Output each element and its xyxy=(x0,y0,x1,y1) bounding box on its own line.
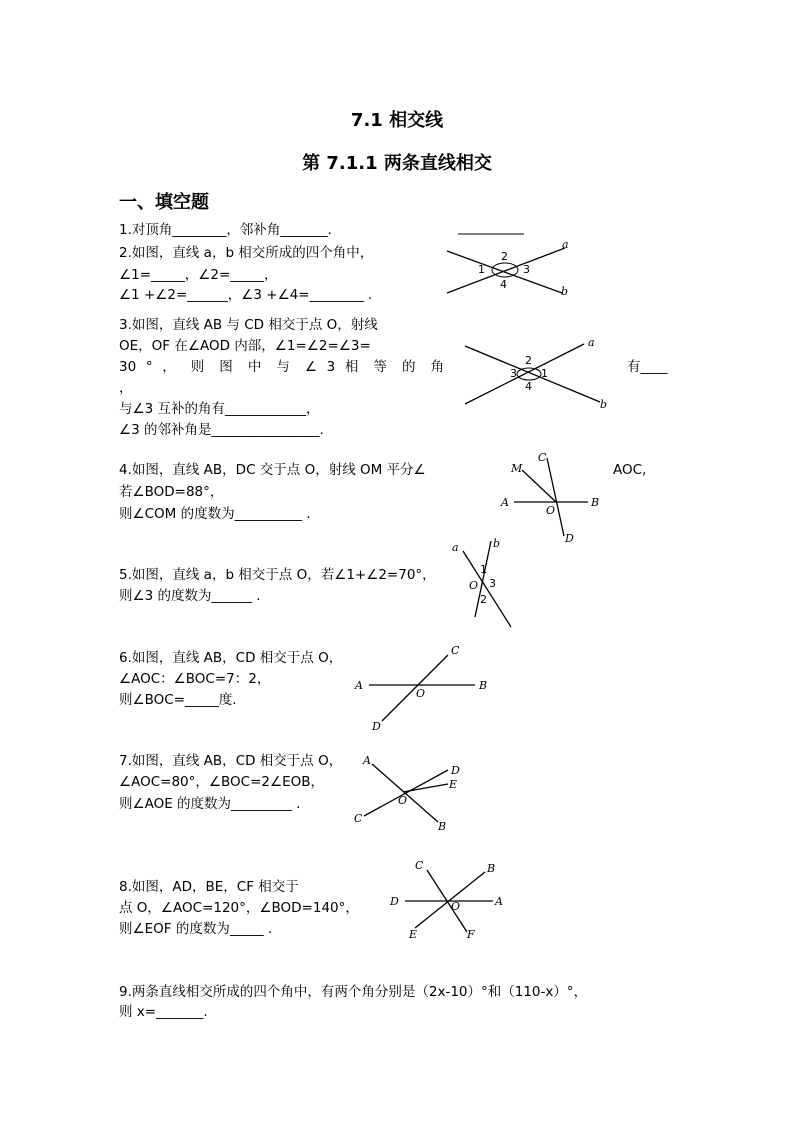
label-C: C xyxy=(538,451,547,464)
question-7-line-3: 则∠AOE 的度数为_________ . xyxy=(119,796,301,812)
question-2-line-1: 2.如图，直线 a，b 相交所成的四个角中， xyxy=(119,245,374,261)
question-8-line-3: 则∠EOF 的度数为_____ . xyxy=(119,921,273,937)
question-6-line-1: 6.如图，直线 AB，CD 相交于点 O， xyxy=(119,650,343,666)
label-B: B xyxy=(438,820,447,833)
label-A: A xyxy=(355,679,363,692)
answer-line xyxy=(458,226,528,236)
angle-3: 3 xyxy=(510,367,517,380)
section-heading: 一、填空题 xyxy=(119,192,209,213)
label-A: A xyxy=(495,895,503,908)
label-A: A xyxy=(363,754,371,767)
figure-q5 xyxy=(445,537,525,632)
label-E: E xyxy=(409,928,418,941)
question-2-line-2: ∠1=_____，∠2=_____， xyxy=(119,267,278,283)
label-O: O xyxy=(546,504,556,517)
question-5-line-1: 5.如图，直线 a，b 相交于点 O，若∠1+∠2=70°， xyxy=(119,567,436,583)
label-B: B xyxy=(591,496,600,509)
label-O: O xyxy=(469,579,479,592)
question-4-line-3: 则∠COM 的度数为__________ . xyxy=(119,506,311,522)
label-O: O xyxy=(398,794,408,807)
question-9-line-2: 则 x=_______. xyxy=(119,1004,208,1020)
figure-q4 xyxy=(498,450,608,546)
label-O: O xyxy=(416,687,426,700)
question-5-line-2: 则∠3 的度数为______ . xyxy=(119,588,261,604)
label-C: C xyxy=(451,644,460,657)
label-M: M xyxy=(511,462,523,475)
figure-q7 xyxy=(350,752,470,834)
angle-2: 2 xyxy=(525,354,532,367)
question-3-line-2: OE，OF 在∠AOD 内部，∠1=∠2=∠3= xyxy=(119,338,371,354)
question-1: 1.对顶角________，邻补角_______. xyxy=(119,222,332,238)
question-3-line-3: 30 ° ， 则 图 中 与 ∠ 3 相 等 的 角 xyxy=(119,359,444,375)
angle-4: 4 xyxy=(525,380,532,393)
question-4-line-2: 若∠BOD=88°， xyxy=(119,484,224,500)
label-B: B xyxy=(479,679,488,692)
question-4-line-1: 4.如图，直线 AB，DC 交于点 O，射线 OM 平分∠ xyxy=(119,462,426,478)
figure-q6 xyxy=(352,641,497,733)
label-a: a xyxy=(562,238,569,251)
question-8-line-1: 8.如图，AD，BE，CF 相交于 xyxy=(119,879,299,895)
label-D: D xyxy=(565,532,574,545)
label-B: B xyxy=(487,862,496,875)
label-b: b xyxy=(493,537,501,550)
label-b: b xyxy=(600,398,608,411)
figure-q2 xyxy=(445,238,575,300)
question-7-line-2: ∠AOC=80°，∠BOC=2∠EOB， xyxy=(119,774,324,790)
question-3-line-5: 与∠3 互补的角有____________， xyxy=(119,401,320,417)
angle-1: 1 xyxy=(478,263,485,276)
question-3-line-3b: 有____ xyxy=(627,359,668,375)
question-3-line-6: ∠3 的邻补角是________________. xyxy=(119,422,324,438)
label-C: C xyxy=(354,812,363,825)
label-a: a xyxy=(452,541,459,554)
angle-3: 3 xyxy=(523,263,530,276)
label-E: E xyxy=(449,778,458,791)
figure-q8 xyxy=(385,852,510,946)
question-6-line-3: 则∠BOC=_____度. xyxy=(119,692,237,708)
label-C: C xyxy=(415,859,424,872)
label-D: D xyxy=(372,720,381,733)
question-9-line-1: 9.两条直线相交所成的四个角中，有两个角分别是（2x-10）°和（110-x）°， xyxy=(119,984,588,1000)
label-D: D xyxy=(390,895,399,908)
question-2-line-3: ∠1 +∠2=______，∠3 +∠4=________ . xyxy=(119,287,373,303)
page-subtitle: 第 7.1.1 两条直线相交 xyxy=(302,153,492,174)
page-title: 7.1 相交线 xyxy=(350,110,444,131)
question-3-line-1: 3.如图，直线 AB 与 CD 相交于点 O，射线 xyxy=(119,317,378,333)
angle-2: 2 xyxy=(501,250,508,263)
question-4-line-1b: AOC, xyxy=(613,462,647,478)
label-F: F xyxy=(467,928,475,941)
angle-3: 3 xyxy=(489,577,496,590)
label-D: D xyxy=(451,764,460,777)
angle-4: 4 xyxy=(500,278,507,291)
label-b: b xyxy=(561,285,569,298)
angle-2: 2 xyxy=(480,593,487,606)
figure-q3 xyxy=(462,334,612,414)
question-3-line-4: ， xyxy=(119,380,133,396)
label-a: a xyxy=(588,336,595,349)
question-7-line-1: 7.如图，直线 AB，CD 相交于点 O， xyxy=(119,753,343,769)
angle-1: 1 xyxy=(541,367,548,380)
label-O: O xyxy=(451,900,461,913)
label-A: A xyxy=(501,496,509,509)
angle-1: 1 xyxy=(480,563,487,576)
question-8-line-2: 点 O，∠AOC=120°，∠BOD=140°， xyxy=(119,900,359,916)
question-6-line-2: ∠AOC：∠BOC=7：2， xyxy=(119,671,271,687)
